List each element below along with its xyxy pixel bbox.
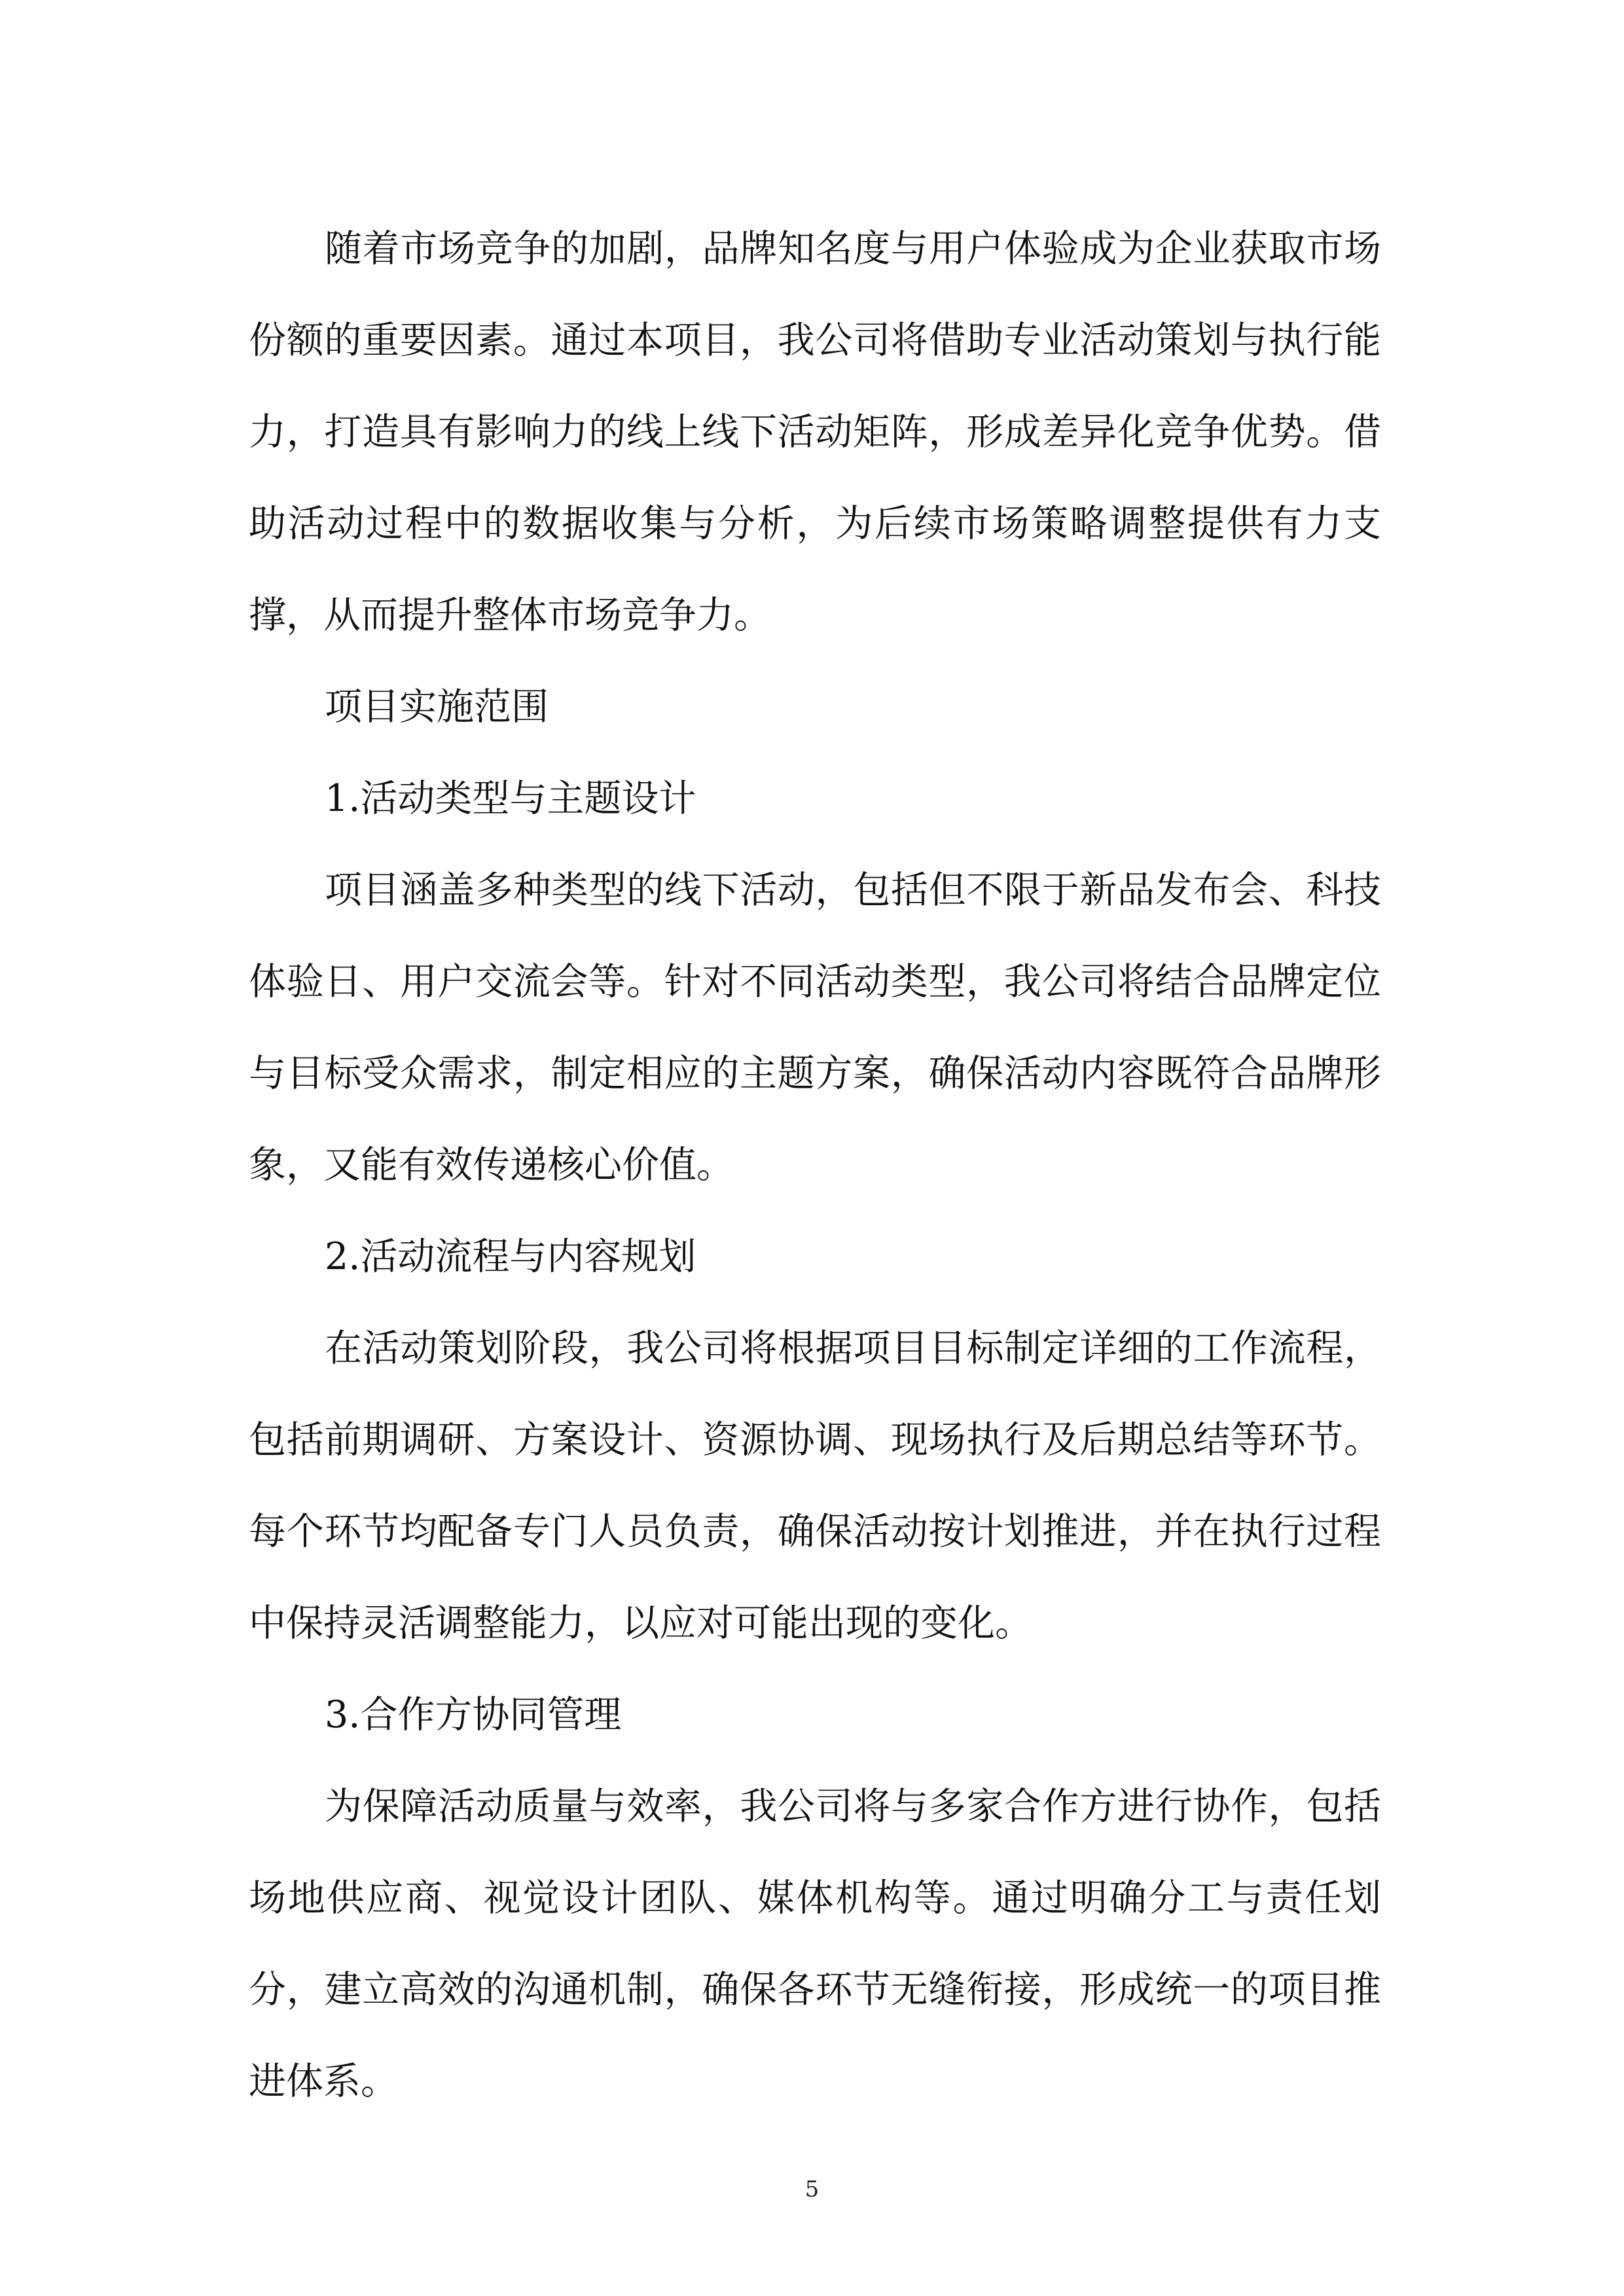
subsection-body-3: 为保障活动质量与效率，我公司将与多家合作方进行协作，包括场地供应商、视觉设计团队、媒体机构等。通过明确分工与责任划分，建立高效的沟通机制，确保各环节无缝衔接，形成统一的项目推进体系。 [249,1785,1381,2103]
subsection-heading-3: 3.合作方协同管理 [325,1693,622,1736]
page-number: 5 [804,2176,820,2202]
subsection-heading-1: 1.活动类型与主题设计 [325,777,696,820]
subsection-heading-2: 2.活动流程与内容规划 [325,1235,696,1278]
subsection-body-2: 在活动策划阶段，我公司将根据项目目标制定详细的工作流程，包括前期调研、方案设计、资源协调、现场执行及后期总结等环节。每个环节均配备专门人员负责，确保活动按计划推进，并在执行过程中保持灵活调整能力，以应对可能出现的变化。 [249,1327,1381,1645]
document-body [249,203,1381,2127]
section-title: 项目实施范围 [325,685,549,728]
intro-paragraph: 随着市场竞争的加剧，品牌知名度与用户体验成为企业获取市场份额的重要因素。通过本项目，我公司将借助专业活动策划与执行能力，打造具有影响力的线上线下活动矩阵，形成差异化竞争优势。借助活动过程中的数据收集与分析，为后续市场策略调整提供有力支撑，从而提升整体市场竞争力。 [249,227,1381,637]
subsection-body-1: 项目涵盖多种类型的线下活动，包括但不限于新品发布会、科技体验日、用户交流会等。针对不同活动类型，我公司将结合品牌定位与目标受众需求，制定相应的主题方案，确保活动内容既符合品牌形象，又能有效传递核心价值。 [249,869,1381,1187]
